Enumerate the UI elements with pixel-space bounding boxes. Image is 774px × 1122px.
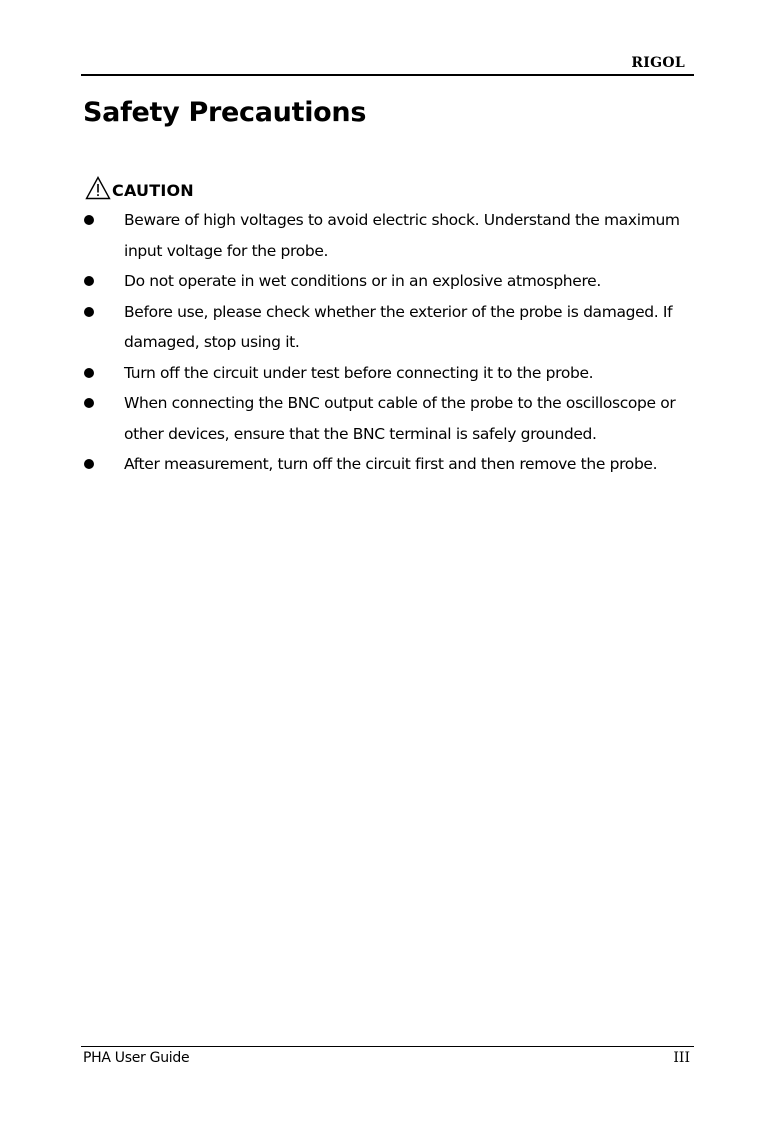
list-item-text: Do not operate in wet conditions or in an explosive atmosphere.	[124, 272, 601, 290]
bullet-icon	[84, 368, 94, 378]
footer-rule	[81, 1046, 694, 1047]
list-item-text: Before use, please check whether the exterior of the probe is damaged. If damaged, stop using it.	[124, 302, 673, 351]
list-item-text: Beware of high voltages to avoid electric shock. Understand the maximum input voltage for the probe.	[124, 211, 680, 260]
footer-page-number: III	[673, 1050, 690, 1066]
bullet-icon	[84, 398, 94, 408]
bullet-icon	[84, 459, 94, 469]
list-item	[83, 449, 703, 480]
precautions-list	[83, 205, 703, 480]
bullet-icon	[84, 215, 94, 225]
list-item-text: After measurement, turn off the circuit first and then remove the probe.	[124, 455, 658, 473]
warning-triangle-icon	[85, 176, 111, 200]
page-title: Safety Precautions	[83, 97, 367, 128]
list-item-text: Turn off the circuit under test before connecting it to the probe.	[124, 363, 594, 382]
list-item	[83, 205, 703, 266]
caution-heading	[85, 176, 194, 200]
caution-label: CAUTION	[112, 181, 194, 200]
bullet-icon	[84, 276, 94, 286]
header-brand: RIGOL	[631, 55, 685, 71]
list-item	[83, 266, 703, 297]
list-item-text: When connecting the BNC output cable of the probe to the oscilloscope or other devices, ensure that the BNC terminal is safely grounded.	[124, 394, 676, 443]
footer-guide-name: PHA User Guide	[83, 1050, 190, 1066]
list-item	[83, 297, 703, 358]
header-rule	[81, 74, 694, 76]
list-item	[83, 358, 703, 389]
list-item	[83, 388, 703, 449]
bullet-icon	[84, 307, 94, 317]
